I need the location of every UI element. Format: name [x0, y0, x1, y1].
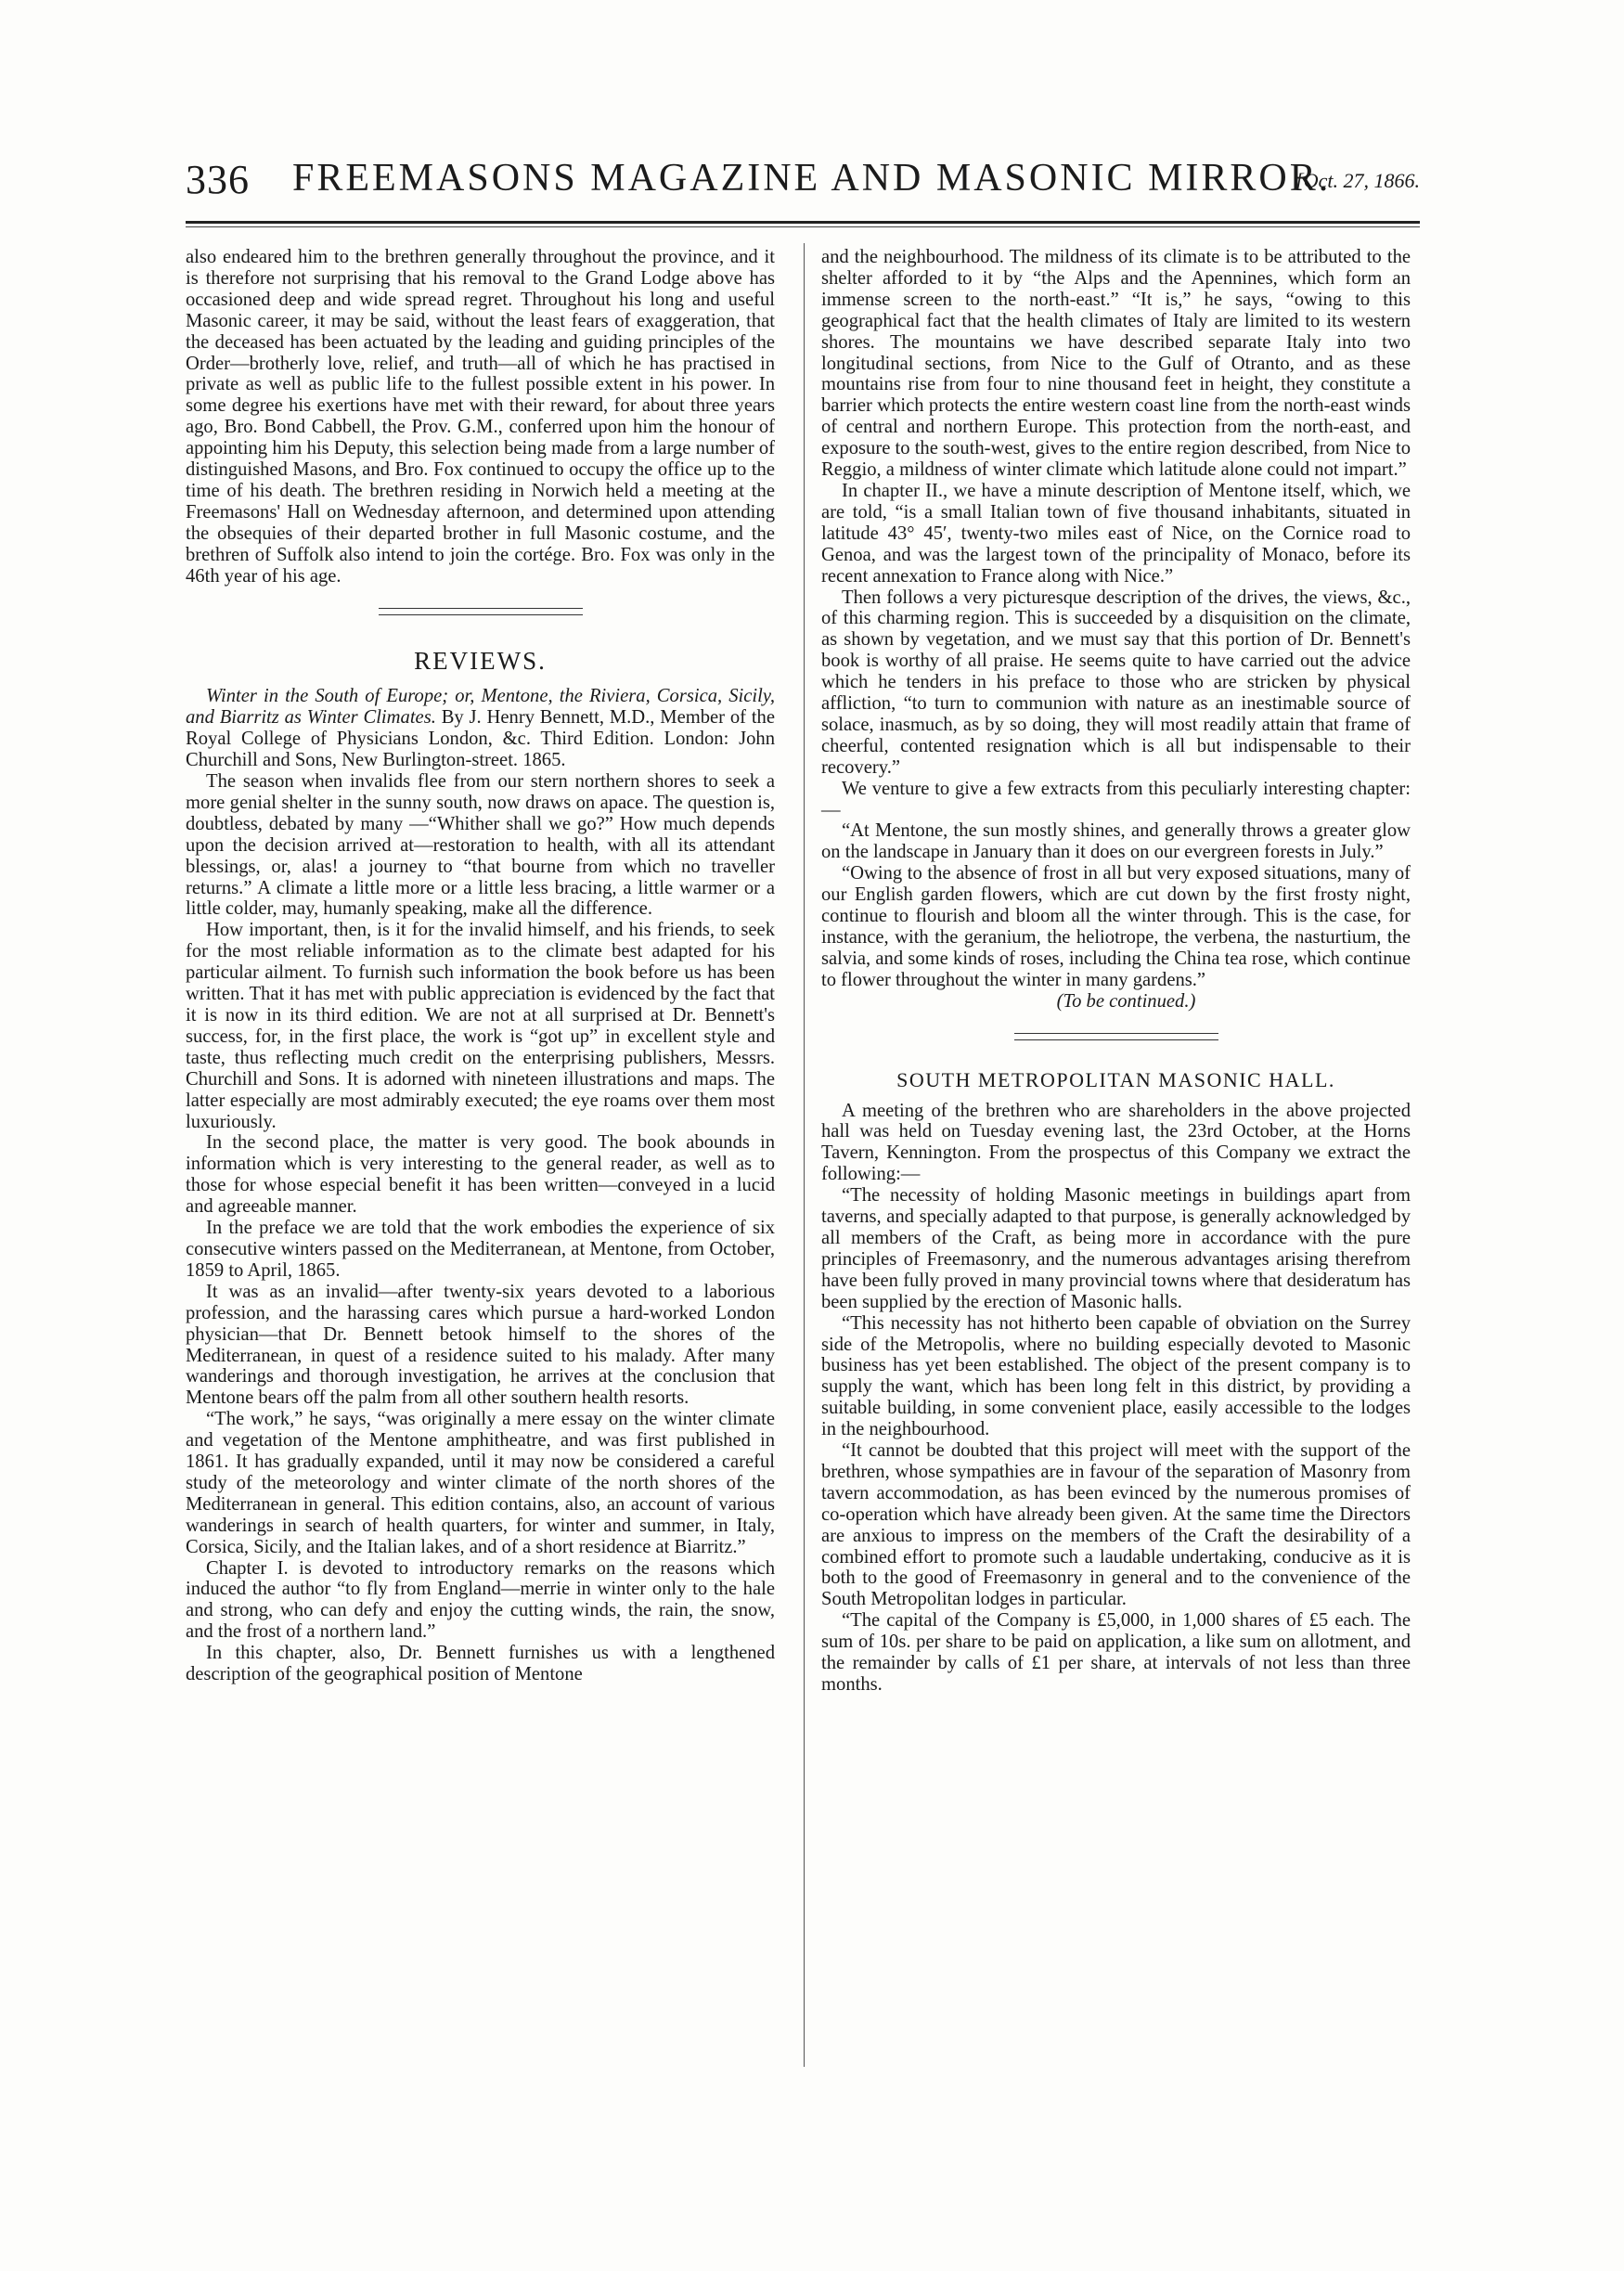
review-paragraph: It was as an invalid—after twenty-six years devoted to a laborious profession, and the harassing cares which pursue a hard-worked London physician—that Dr. Bennett betook himself to the shores of the Mediterranean, in quest of a residence suited to his malady. After many wanderings and thorough investigation, he arrives at the conclusion that Mentone bears off the palm from all other southern health resorts.: [186, 1281, 775, 1409]
left-column: [186, 247, 775, 1685]
section-divider: [379, 608, 583, 615]
review-quote: “At Mentone, the sun mostly shines, and generally throws a greater glow on the landscape in January than it does on our evergreen forests in July.”: [821, 820, 1411, 863]
book-title: Winter in the South of Europe; or, Mentone, the Riviera, Corsica, Sicily, and Biarritz as Winter Climates.: [186, 686, 775, 729]
article-paragraph: A meeting of the brethren who are shareholders in the above projected hall was held on Tuesday evening last, the 23rd October, at the Horns Tavern, Kennington. From the prospectus of this Company we extract the following:—: [821, 1100, 1411, 1185]
review-paragraph: “The work,” he says, “was originally a mere essay on the winter climate and vegetation of the Mentone amphitheatre, and was first published in 1861. It has gradually expanded, until it may now be considered a careful study of the meteorology and winter climate of the north shores of the Mediterranean in general. This edition contains, also, an account of various wanderings in search of health quarters, for winter and summer, in Italy, Corsica, Sicily, and the Italian lakes, and of a short residence at Biarritz.”: [186, 1409, 775, 1557]
reviews-heading: REVIEWS.: [414, 646, 547, 675]
review-paragraph: We venture to give a few extracts from this peculiarly interesting chapter:—: [821, 778, 1411, 820]
review-paragraph: How important, then, is it for the invalid himself, and his friends, to seek for the most reliable information as to the climate best adapted for his particular ailment. To furnish such information the book before us has been written. That it has met with public appreciation is evidenced by the fact that it is now in its third edition. We are not at all surprised at Dr. Bennett's success, for, in the first place, the work is “got up” in excellent style and taste, thus reflecting much credit on the enterprising publishers, Messrs. Churchill and Sons. It is adorned with nineteen illustrations and maps. The latter especially are most admirably executed; the eye roams over them most luxuriously.: [186, 920, 775, 1132]
article-paragraph: “The capital of the Company is £5,000, in 1,000 shares of £5 each. The sum of 10s. per share to be paid on application, a like sum on allotment, and the remainder by calls of £1 per share, at intervals of not less than three months.: [821, 1610, 1411, 1695]
article-paragraph: “The necessity of holding Masonic meetings in buildings apart from taverns, and specially adapted to that purpose, is generally acknowledged by all members of the Craft, as being more in accordance with the pure principles of Freemasonry, and the numerous advantages arising therefrom have been fully proved in many provincial towns where that desideratum has been supplied by the erection of Masonic halls.: [821, 1185, 1411, 1312]
article-paragraph: “It cannot be doubted that this project will meet with the support of the brethren, whose sympathies are in favour of the separation of Masonry from tavern accommodation, as has been evinced by the numerous promises of co-operation which have already been given. At the same time the Directors are anxious to impress on the members of the Craft the desirability of a combined effort to promote such a laudable undertaking, conducive as it is both to the good of Freemasonry in general and to the convenience of the South Metropolitan lodges in particular.: [821, 1440, 1411, 1610]
review-paragraph: In chapter II., we have a minute description of Mentone itself, which, we are told, “is a small Italian town of five thousand inhabitants, situated in latitude 43° 45′, twenty-two miles east of Nice, on the Cornice road to Genoa, and was the largest town of the principality of Monaco, before its recent annexation to France along with Nice.”: [821, 480, 1411, 587]
review-quote: “Owing to the absence of frost in all but very exposed situations, many of our English garden flowers, which are cut down by the first frosty night, continue to flourish and bloom all the winter through. This is the case, for instance, with the geranium, the heliotrope, the verbena, the nasturtium, the salvia, and some kinds of roses, including the China tea rose, which continue to flower throughout the winter in many gardens.”: [821, 863, 1411, 990]
review-paragraph: The season when invalids flee from our stern northern shores to seek a more genial shelter in the sunny south, now draws on apace. The question is, doubtless, debated by many —“Whither shall we go?” How much depends upon the decision arrived at—restoration to health, with all its attendant blessings, or, alas! a journey to “that bourne from which no traveller returns.” A climate a little more or a little less bracing, a little warmer or a little colder, may, humanly speaking, make all the difference.: [186, 771, 775, 920]
page-header: [186, 156, 1420, 204]
page-number: 336: [186, 157, 250, 202]
south-metropolitan-heading: SOUTH METROPOLITAN MASONIC HALL.: [896, 1067, 1335, 1091]
review-paragraph: In the preface we are told that the work embodies the experience of six consecutive winters passed on the Mediterranean, at Mentone, from October, 1859 to April, 1865.: [186, 1218, 775, 1281]
review-paragraph: Then follows a very picturesque description of the drives, the views, &c., of this charming region. This is succeeded by a disquisition on the climate, as shown by vegetation, and we must say that this portion of Dr. Bennett's book is worthy of all praise. He seems quite to have carried out the advice which he tenders in his preface to those who are stricken by physical affliction, “to turn to communion with nature as an inestimable source of solace, inasmuch, as by so doing, they will most readily attain that frame of cheerful, contented resignation which is all but indispensable to their recovery.”: [821, 587, 1411, 778]
review-paragraph: In this chapter, also, Dr. Bennett furnishes us with a lengthened description of the geographical position of Mentone: [186, 1643, 775, 1685]
publication-title: FREEMASONS MAGAZINE AND MASONIC MIRROR.: [292, 157, 1332, 200]
right-column: [821, 247, 1411, 1696]
column-divider: [804, 243, 805, 2067]
book-reference: [186, 686, 775, 771]
to-be-continued: (To be continued.): [1056, 990, 1196, 1012]
article-paragraph: “This necessity has not hitherto been capable of obviation on the Surrey side of the Metropolis, where no building especially devoted to Masonic business has yet been established. The object of the present company is to supply the want, which has been long felt in this district, by providing a suitable building, in some convenient place, easily accessible to the lodges in the neighbourhood.: [821, 1312, 1411, 1440]
obituary-paragraph: also endeared him to the brethren generally throughout the province, and it is therefore not surprising that his removal to the Grand Lodge above has occasioned deep and wide spread regret. Throughout his long and useful Masonic career, it may be said, without the least fears of exaggeration, that the deceased has been actuated by the leading and guiding principles of the Order—brotherly love, relief, and truth—all of which he has practised in private as well as public life to the fullest possible extent in his power. In some degree his exertions have met with their reward, for about three years ago, Bro. Bond Cabbell, the Prov. G.M., conferred upon him the honour of appointing him his Deputy, this selection being made from a large number of distinguished Masons, and Bro. Fox continued to occupy the office up to the time of his death. The brethren residing in Norwich held a meeting at the Freemasons' Hall on Wednesday afternoon, and determined upon attending the obsequies of their departed brother in full Masonic costume, and the brethren of Suffolk also intend to join the cortége. Bro. Fox was only in the 46th year of his age.: [186, 247, 775, 587]
review-paragraph: and the neighbourhood. The mildness of its climate is to be attributed to the shelter afforded to it by “the Alps and the Apennines, which form an immense screen to the north-east.” “It is,” he says, “owing to this geographical fact that the health climates of Italy are limited to its western shores. The mountains we have described separate Italy into two longitudinal sections, from Nice to the Gulf of Otranto, and as these mountains rise from four to nine thousand feet in height, they constitute a barrier which protects the entire western coast line from the north-east winds of central and northern Europe. This protection from the north-east, and exposure to the south-west, gives to the entire region described, from Nice to Reggio, a mildness of winter climate which latitude alone could not impart.”: [821, 247, 1411, 481]
review-paragraph: In the second place, the matter is very good. The book abounds in information which is very interesting to the general reader, as well as to those for whose especial benefit it has been written—conveyed in a lucid and agreeable manner.: [186, 1132, 775, 1218]
header-rule: [186, 221, 1420, 224]
book-details: By J. Henry Bennett, M.D., Member of the Royal College of Physicians London, &c. Third Edition. London: John Churchill and Sons, New Burlington-street. 1865.: [186, 707, 775, 771]
review-paragraph: Chapter I. is devoted to introductory remarks on the reasons which induced the author “to fly from England—merrie in winter only to the hale and strong, who can defy and enjoy the cutting winds, the rain, the snow, and the frost of a northern land.”: [186, 1557, 775, 1643]
section-divider: [1014, 1033, 1218, 1040]
header-rule-thin: [186, 226, 1420, 227]
issue-date: [Oct. 27, 1866.: [1295, 169, 1420, 192]
